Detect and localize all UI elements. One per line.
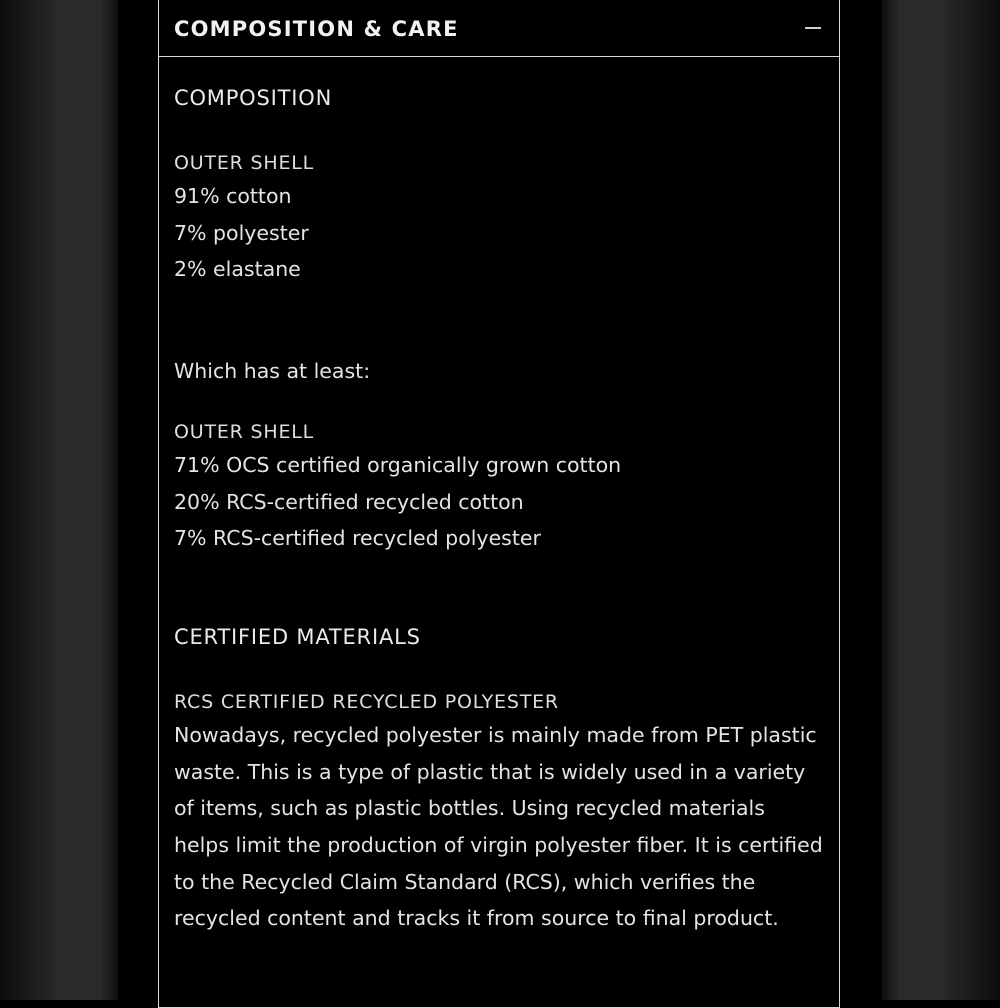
- certified-composition-item: 71% OCS certified organically grown cotton: [174, 452, 622, 477]
- composition-item: 2% elastane: [174, 257, 301, 282]
- composition-item: 91% cotton: [174, 184, 292, 208]
- outer-shell-certified-label: OUTER SHELL: [174, 420, 315, 443]
- material-description: Nowadays, recycled polyester is mainly made from PET plastic waste. This is a type of plastic that is widely used in a variety of items, such as plastic bottles. Using recycled materials helps limit the production of virgin polyester fiber. It is certified to the Recycled Claim Standard (RCS), which verifies the recycled content and tracks it from source to final product.: [174, 722, 823, 931]
- minus-icon[interactable]: [805, 27, 821, 29]
- accordion-title: COMPOSITION & CARE: [174, 16, 459, 41]
- composition-heading: COMPOSITION: [174, 86, 333, 110]
- at-least-label: Which has at least:: [174, 359, 371, 384]
- accordion-content: [159, 57, 839, 937]
- outer-shell-label: OUTER SHELL: [174, 152, 315, 174]
- certified-composition-item: 20% RCS-certified recycled cotton: [174, 489, 524, 514]
- composition-care-panel: [158, 0, 840, 1008]
- composition-item: 7% polyester: [174, 220, 309, 245]
- certified-composition-item: 7% RCS-certified recycled polyester: [174, 526, 541, 551]
- page-viewport: [118, 0, 882, 1000]
- certified-materials-heading: CERTIFIED MATERIALS: [174, 624, 421, 649]
- accordion-header[interactable]: [159, 0, 839, 57]
- material-label: RCS CERTIFIED RECYCLED POLYESTER: [174, 690, 559, 713]
